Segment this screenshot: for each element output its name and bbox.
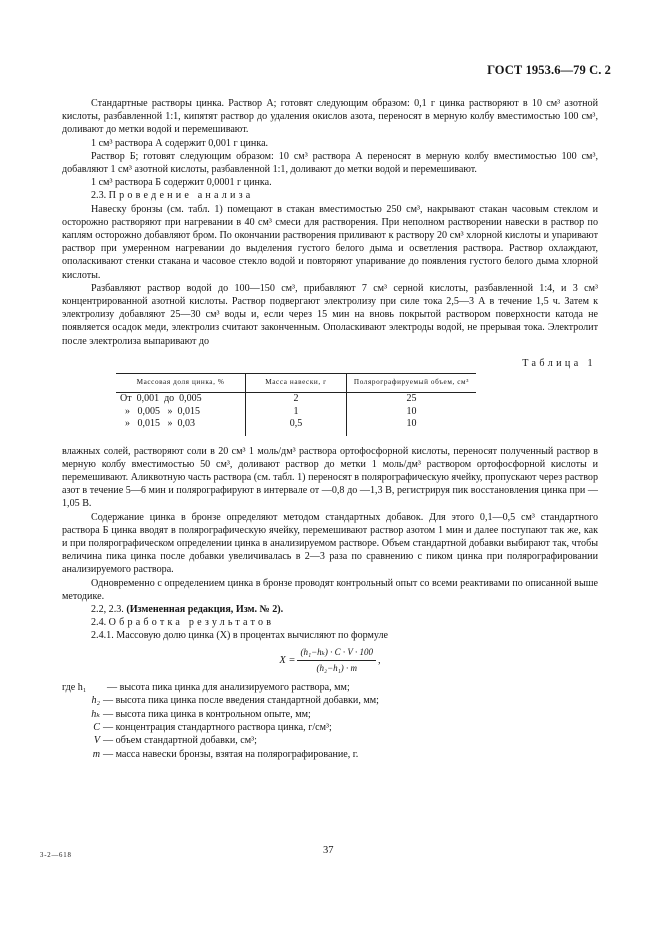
table-title: Таблица 1 (522, 357, 596, 369)
legend-item (62, 708, 598, 721)
cell-mass: 0,5 (246, 418, 347, 436)
legend-text: — масса навески бронзы, взятая на полярографирование, г. (103, 748, 359, 760)
body-text (62, 97, 598, 761)
legend-text: — высота пика цинка в контрольном опыте, мм; (103, 708, 311, 720)
cell-mass: 2 (246, 393, 347, 406)
legend-item (62, 748, 598, 761)
legend-symbol: hₖ (91, 708, 100, 720)
cell-mass: 1 (246, 406, 347, 419)
amendment-sections: 2.2, 2.3. (91, 604, 124, 615)
table-row (116, 393, 476, 406)
table-row (116, 418, 476, 436)
paragraph-solution-a-content: 1 см³ раствора А содержит 0,001 г цинка. (91, 137, 269, 149)
section-2-4-heading (62, 616, 598, 629)
table-row (116, 406, 476, 419)
formula-fraction (297, 646, 376, 675)
cell-fraction: » 0,015 » 0,03 (120, 418, 195, 430)
legend-text: — высота пика цинка после введения стандартной добавки, мм; (103, 695, 379, 707)
cell-volume: 10 (346, 418, 476, 436)
cell-fraction: » 0,005 » 0,015 (120, 405, 200, 417)
column-header-mass: Масса навески, г (246, 374, 347, 393)
cell-fraction: От 0,001 до 0,005 (120, 393, 202, 405)
section-number: 2.4. (91, 617, 107, 629)
legend-text: — концентрация стандартного раствора цинка, г/см³; (103, 721, 332, 733)
paragraph-control-experiment: Одновременно с определением цинка в бронзе проводят контрольный опыт со всеми реактивами по описанной выше методике. (62, 577, 598, 602)
section-number: 2.3. (91, 190, 107, 202)
legend-item (62, 694, 598, 707)
legend-item (62, 721, 598, 734)
formula-legend (62, 681, 598, 761)
paragraph-solution-a: Стандартные растворы цинка. Раствор А; готовят следующим образом: 0,1 г цинка растворяют в 10 см³ азотной кислоты, разбавленной 1:1, кипятят раствор до удаления окислов азота, переносят в мерную колбу вместимостью 100 см³, доливают до метки водой и перемешивают. (62, 98, 598, 136)
section-title: Обработка результатов (108, 617, 275, 629)
legend-text: — объем стандартной добавки, см³; (103, 735, 257, 747)
formula (62, 646, 598, 675)
legend-item (62, 734, 598, 747)
paragraph-sample-dissolution: Навеску бронзы (см. табл. 1) помещают в стакан вместимостью 250 см³, накрывают стакан часовым стеклом и осторожно растворяют при нагревании в 40 см³ смеси для растворения. При неполном растворении навески в раствор по каплям осторожно добавляют бром. По окончании растворения приливают к раствору 20 см³ хлорной кислоты и упаривают раствор при умеренном нагревании до выделения густого белого дыма и осветления раствора. Раствор охлаждают, ополаскивают стенки стакана и часовое стекло водой и повторяют упаривание до появления густого белого дыма хлорной кислоты. (62, 203, 598, 281)
amendment-text: (Измененная редакция, Изм. № 2). (126, 604, 284, 615)
formula-denominator: (h₂−h₁) · m (316, 662, 358, 673)
table-1 (116, 373, 476, 436)
formula-lhs: X = (279, 654, 296, 666)
cell-volume: 25 (346, 393, 476, 406)
amendment-note (62, 603, 598, 616)
legend-symbol: C (93, 721, 100, 733)
legend-symbol: h₂ (91, 695, 100, 707)
column-header-volume: Полярографируемый объем, см³ (346, 374, 476, 393)
legend-text: — высота пика цинка для анализируемого раствора, мм; (107, 682, 350, 694)
section-title: Проведение анализа (108, 190, 254, 202)
page-number: 37 (323, 845, 334, 856)
legend-symbol: m (92, 748, 100, 760)
paragraph-solution-b: Раствор Б; готовят следующим образом: 10 см³ раствора А переносят в мерную колбу вместимостью 100 см³, добавляют 1 см³ азотной кислоты, разбавленной 1:1, доливают до метки водой и перемешивают. (62, 150, 598, 176)
legend-symbol: где h₁ (62, 682, 87, 694)
formula-numerator: (h₁−hₖ) · C · V · 100 (297, 646, 376, 661)
paragraph-standard-additions: Содержание цинка в бронзе определяют методом стандартных добавок. Для этого 0,1—0,5 см³ стандартного раствора Б цинка вводят в полярографическую ячейку, перемешивают раствор азотом 1 мин и далее поступают так же, как и при полярографическом определении цинка в анализируемом растворе. Объем стандартной добавки выбирают так, чтобы величина пика цинка после добавки увеличивалась в 2—3 раза по сравнению с пиком цинка при полярографировании анализируемого раствора. (62, 511, 598, 576)
legend-item (62, 681, 598, 694)
column-header-fraction: Массовая доля цинка, % (116, 374, 246, 393)
cell-volume: 10 (346, 406, 476, 419)
page-header: ГОСТ 1953.6—79 С. 2 (487, 63, 611, 77)
paragraph-electrolysis: Разбавляют раствор водой до 100—150 см³, прибавляют 7 см³ серной кислоты, разбавленной 1:4, и 3 см³ концентрированной азотной кислоты. Раствор подвергают электролизу при силе тока 2,5—3 А в течение 1,5 ч. Затем к электролизу добавляют 25—30 см³ воды и, если через 15 мин на вновь покрытой раствором поверхности катода не появляется осадок меди, электролиз считают законченным. Ополаскивают электроды водой, не прерывая тока. Электролит после электролиза выпаривают до (62, 282, 598, 347)
legend-symbol: V (93, 735, 100, 747)
paragraph-solution-b-content: 1 см³ раствора Б содержит 0,0001 г цинка. (91, 177, 272, 189)
paragraph-polarography: влажных солей, растворяют соли в 20 см³ 1 моль/дм³ раствора ортофосфорной кислоты, переносят полученный раствор в мерную колбу вместимостью 50 см³, доливают раствор до метки 1 моль/дм³ раствором ортофосфорной кислоты и перемешивают. Аликвотную часть раствора (см. табл. 1) переносят в полярографическую ячейку, пропускают через раствор азот в течение 5—6 мин и полярографируют в интервале от —0,8 до —1,3 В, регистрируя пик восстановления цинка при —1,05 В. (62, 445, 598, 510)
table-header-row (116, 374, 476, 393)
paragraph-formula-intro: 2.4.1. Массовую долю цинка (X) в процентах вычисляют по формуле (91, 630, 389, 642)
formula-trail: , (378, 654, 381, 666)
print-code: 3-2—618 (40, 852, 72, 859)
section-2-3-heading (62, 189, 598, 202)
